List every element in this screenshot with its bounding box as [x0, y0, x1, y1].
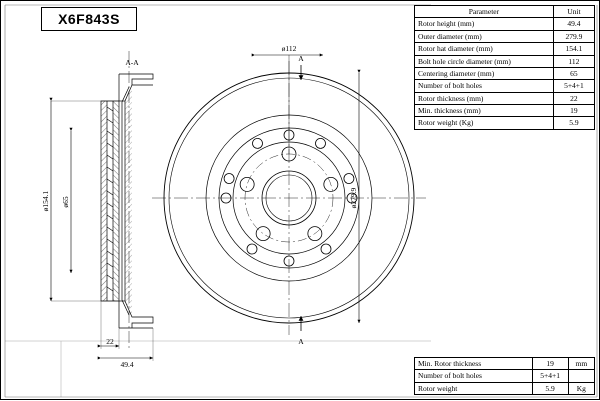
row-value: 5+4+1 — [553, 80, 594, 92]
row-label: Min. Rotor thickness — [415, 357, 533, 369]
dim-rotor-thickness — [101, 301, 119, 349]
header-parameter: Parameter — [415, 6, 554, 18]
row-value: 19 — [553, 105, 594, 117]
table-row — [415, 370, 595, 382]
dim-center-bore-label: ø65 — [61, 196, 70, 208]
part-number-box: X6F843S — [41, 7, 137, 31]
table-row — [415, 55, 595, 67]
row-label: Number of bolt holes — [415, 80, 554, 92]
row-label: Rotor thickness (mm) — [415, 92, 554, 104]
row-value: 5.9 — [553, 117, 594, 129]
table-row — [415, 357, 595, 369]
table-row — [415, 30, 595, 42]
table-row — [415, 92, 595, 104]
summary-table — [414, 357, 595, 395]
row-value: 279.9 — [553, 30, 594, 42]
header-unit: Unit — [553, 6, 594, 18]
row-unit: mm — [568, 357, 594, 369]
row-value: 49.4 — [553, 18, 594, 30]
dim-bolt-circle — [255, 44, 323, 154]
section-arrow-bottom-label: A — [298, 337, 304, 346]
table-row — [415, 105, 595, 117]
section-view — [41, 51, 153, 369]
table-row — [415, 67, 595, 79]
table-row — [415, 80, 595, 92]
row-unit: Kg — [568, 382, 594, 394]
section-arrow-top-label: A — [298, 54, 304, 63]
row-label: Rotor hat diameter (mm) — [415, 43, 554, 55]
section-arrow-bottom — [298, 316, 304, 346]
row-label: Outer diameter (mm) — [415, 30, 554, 42]
row-label: Rotor weight (Kg) — [415, 117, 554, 129]
row-value: 65 — [553, 67, 594, 79]
front-view — [152, 44, 426, 346]
row-label: Bolt hole circle diameter (mm) — [415, 55, 554, 67]
row-label: Rotor height (mm) — [415, 18, 554, 30]
row-label: Number of bolt holes — [415, 370, 533, 382]
dim-bolt-circle-label: ø112 — [281, 44, 297, 53]
dim-rotor-thickness-label: 22 — [106, 337, 114, 346]
table-header-row — [415, 6, 595, 18]
specification-table — [414, 5, 595, 130]
dim-outer-diameter-label: ø279.9 — [349, 187, 358, 209]
section-label: A-A — [125, 58, 139, 67]
section-arrow-top — [298, 54, 304, 80]
row-value: 19 — [532, 357, 568, 369]
row-value: 154.1 — [553, 43, 594, 55]
table-row — [415, 117, 595, 129]
dim-center-bore — [61, 131, 71, 273]
row-value: 5+4+1 — [532, 370, 568, 382]
row-unit — [568, 370, 594, 382]
table-row — [415, 18, 595, 30]
dim-outer-diameter — [349, 73, 359, 323]
table-row — [415, 382, 595, 394]
dim-rotor-height — [101, 328, 153, 369]
row-label: Min. thickness (mm) — [415, 105, 554, 117]
row-value: 22 — [553, 92, 594, 104]
table-row — [415, 43, 595, 55]
dim-hat-diameter-label: ø154.1 — [41, 190, 50, 212]
row-label: Rotor weight — [415, 382, 533, 394]
row-value: 112 — [553, 55, 594, 67]
row-label: Centering diameter (mm) — [415, 67, 554, 79]
dim-rotor-height-label: 49.4 — [120, 360, 134, 369]
row-value: 5.9 — [532, 382, 568, 394]
